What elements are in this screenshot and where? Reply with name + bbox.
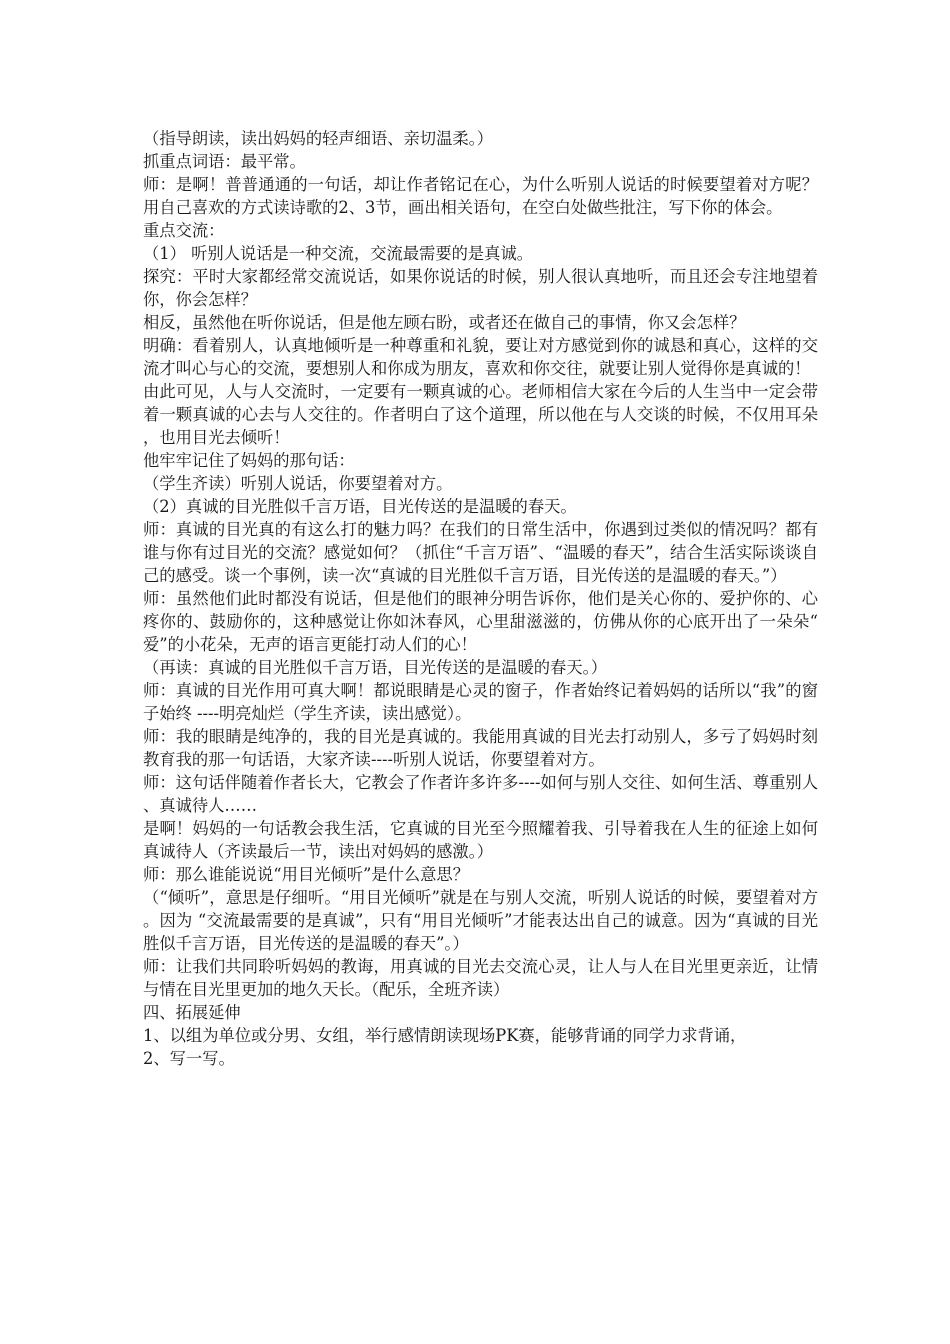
paragraph-clarify: 明确：看着别人，认真地倾听是一种尊重和礼貌，要让对方感觉到你的诚恳和真心，这样的交流才叫心与心的交流，要想别人和你成为朋友，喜欢和你交往，就要让别人觉得你是真诚的！ (143, 336, 818, 378)
paragraph-teacher-eyes: 师：虽然他们此时都没有说话，但是他们的眼神分明告诉你，他们是关心你的、爱护你的、心疼你的、鼓励你的，这种感觉让你如沐春风，心里甜滋滋的，仿佛从你的心底开出了一朵朵“爱”的小花朵，无声的语言更能打动人们的心！ (143, 589, 818, 654)
paragraph-teacher-question: 师：是啊！普普通通的一句话，却让作者铭记在心，为什么听别人说话的时候要望着对方呢？用自己喜欢的方式读诗歌的2、3节，画出相关语句，在空白处做些批注，写下你的体会。 (143, 175, 818, 217)
paragraph-contrast: 相反，虽然他在听你说话，但是他左顾右盼，或者还在做自己的事情，你又会怎样？ (143, 313, 746, 332)
paragraph-teacher-listen: 师：让我们共同聆听妈妈的教诲，用真诚的目光去交流心灵，让人与人在目光里更亲近，让情与情在目光里更加的地久天长。（配乐，全班齐读） (143, 957, 818, 999)
paragraph-teacher-pure: 师：我的眼睛是纯净的，我的目光是真诚的。我能用真诚的目光去打动别人，多亏了妈妈时刻教育我的那一句话语，大家齐读----听别人说话，你要望着对方。 (143, 727, 818, 769)
paragraph-mother-words: 是啊！妈妈的一句话教会我生活，它真诚的目光至今照耀着我、引导着我在人生的征途上如何真诚待人（齐读最后一节，读出对妈妈的感激。） (143, 819, 818, 861)
section-heading-extension: 四、拓展延伸 (143, 1003, 241, 1022)
paragraph-activity-1: 1、以组为单位或分男、女组，举行感情朗读现场PK赛，能够背诵的同学力求背诵， (143, 1026, 747, 1045)
paragraph-key-exchange-heading: 重点交流： (143, 221, 225, 240)
paragraph-reread: （再读：真诚的目光胜似千言万语，目光传送的是温暖的春天。） (143, 658, 608, 677)
paragraph-key-words: 抓重点词语：最平常。 (143, 152, 306, 171)
paragraph-point-2: （2）真诚的目光胜似千言万语，目光传送的是温暖的春天。 (143, 497, 577, 516)
document-page (143, 127, 818, 1070)
paragraph-conclusion: 由此可见，人与人交流时，一定要有一颗真诚的心。老师相信大家在今后的人生当中一定会带着一颗真诚的心去与人交往的。作者明白了这个道理，所以他在与人交谈的时候，不仅用耳朵，也用目光去倾听！ (143, 382, 818, 447)
paragraph-teacher-charm: 师：真诚的目光真的有这么打的魅力吗？在我们的日常生活中，你遇到过类似的情况吗？都有谁与你有过目光的交流？感觉如何？（抓住“千言万语”、“温暖的春天”，结合生活实际谈谈自己的感受。谈一个事例，读一次“真诚的目光胜似千言万语，目光传送的是温暖的春天。”） (143, 520, 818, 585)
paragraph-explore: 探究：平时大家都经常交流说话，如果你说话的时候，别人很认真地听，而且还会专注地望着你，你会怎样？ (143, 267, 818, 309)
paragraph-point-1: （1） 听别人说话是一种交流，交流最需要的是真诚。 (143, 244, 534, 263)
paragraph-teacher-grow: 师：这句话伴随着作者长大，它教会了作者许多许多----如何与别人交往、如何生活、尊重别人、真诚待人…… (143, 773, 818, 815)
paragraph-remember: 他牢牢记住了妈妈的那句话： (143, 451, 355, 470)
paragraph-teacher-meaning: 师：那么谁能说说“用目光倾听”是什么意思？ (143, 865, 469, 884)
paragraph-explanation: （“倾听”，意思是仔细听。“用目光倾听”就是在与别人交流，听别人说话的时候，要望着对方。因为 “交流最需要的是真诚”，只有“用目光倾听”才能表达出自己的诚意。因为“真诚的目光胜似千言万语，目光传送的是温暖的春天”。） (143, 888, 818, 953)
paragraph-reading-guidance: （指导朗读，读出妈妈的轻声细语、亲切温柔。） (143, 129, 494, 148)
paragraph-students-read: （学生齐读）听别人说话，你要望着对方。 (143, 474, 453, 493)
paragraph-teacher-window: 师：真诚的目光作用可真大啊！都说眼睛是心灵的窗子，作者始终记着妈妈的话所以“我”的窗子始终 ----明亮灿烂（学生齐读，读出感觉）。 (143, 681, 818, 723)
paragraph-activity-2: 2、写一写。 (143, 1049, 235, 1068)
